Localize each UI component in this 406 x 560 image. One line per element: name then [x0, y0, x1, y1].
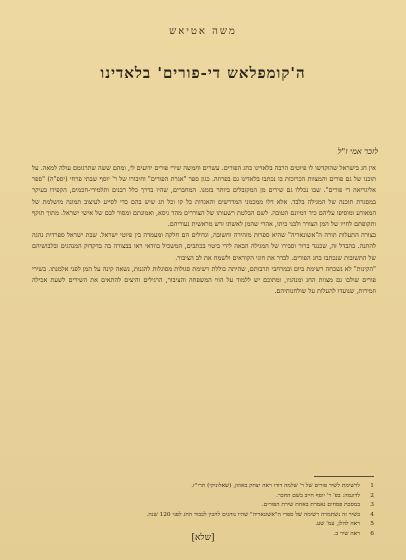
footnote-text: לדוגמה: בפ' ר' יוסף חייב בשם החבר. — [276, 492, 360, 499]
article-title: ה'קומפלאש די-פורים' בלאדינו — [100, 64, 306, 82]
author-name: משה אטיאש — [169, 26, 237, 37]
body-paragraph: "הקינות" לא נשכחה רשימת ביום ובמרחבי תרבותם, שהיתה כוללת רשימת סגולות מסוגלות להגנות, נשאה קינה על המן לפני אלמנתו. בשירי פורים שולבו גם מצוות החג ומנהגיו, ומתוכם יש ללמוד על הווי המשפחה והציבור, הרגילים והיצים להתאים את השירים לשעת אכילה וזמירות, שנועדו להעלות על שולחנותיהם. — [32, 264, 376, 296]
body-paragraph: בצורה התעלות תורה ה"אשונאריה" שהיא ספרות מזהירה וחשובה, וגדולים הם חלקה ומעמדה בין פיוטי ישראל. שבת ישראל ספרדית נהגה להתנה. בהבדל זה, שכנגד ברור וסבירו של המגילה הבאה לידי ביטוי בכתבים, המשכיל בוודאי ראו בבצורה בה בדקדוק המנהגים ובלבושיהם של התשובות שנכתבו בחג הפורים. לבדר את חוגי הקוראים ולשמח את לב הציבור. — [32, 231, 376, 262]
footnote-text: לרשימת לשיר פורים של ר' שלמה דודו ראה יצחק באוזון, (שאלוניקי) תרי"ז. — [191, 483, 360, 489]
article-body — [32, 163, 376, 297]
footnote-number: 5 — [370, 521, 374, 528]
footnotes-list — [30, 482, 374, 540]
footnote-item — [30, 511, 374, 521]
footnote-item — [30, 520, 374, 530]
footnote-text: ראה להלן, עמ' שע. — [315, 521, 360, 528]
page-number: [שלא] — [191, 533, 215, 543]
footnote-item — [30, 501, 374, 511]
footnote-text: ראה שיר ב. — [333, 530, 360, 537]
footnote-item — [30, 482, 374, 492]
footnote-item — [30, 492, 374, 502]
footnote-number: 3 — [370, 502, 374, 509]
footnote-divider — [314, 476, 374, 477]
footnote-number: 1 — [370, 483, 374, 489]
footnote-number: 2 — [370, 492, 374, 499]
body-paragraph: אין חג בישראל שהוקדשו לו פיוטים הרבה בלאדינו כחג הפורים. עשרים וחמשה שירי פורים ידועים לי, ומהם ששה שתרגומם עולה למאה. על תוכנו של גם פורים והמצוות הכרוכות בו נכתבו בלאדינו גם בפרוזה. כגון ספר "אגרת הפורים" וחיבורו של ר' יוסף שבתי פרחי (יספ"ה) "ספר אליגריאה די פורים". שבו נכללו גם שירים מן המקובלים ביותר בזמנו. המחברים, שהיו בדרך כלל רבנים ותלמידי-חכמים, הקפידו בעיקר במסגרת תוכנה של המגילה בלבד. אלא דלו ממכמני המדרשים והאגדות כל קו וכל תג שיש בהם כדי לסייע לעיצוב תמונה מושלמת של המאורע ומוסיפו עליהם כיד דמיונם הטובה. לשם הבלטת רשעותו של הצוררים מהד גיסא, ואמונתם ומסור לבם של אישי ישראל. מתוך תוקף ותקופתם לחייו של המן הצורר ולבני ביתו, אהרי שהמן לאשתו זרש מראשית נעוריהם. — [32, 164, 376, 229]
footnote-text: במסכת פסחים נאמרת באחת שירת הפורים. — [261, 502, 360, 509]
footnote-number: 4 — [370, 511, 374, 518]
footnote-number: 6 — [370, 530, 374, 537]
footnote-text: בשיר זה נשתמרה רשימה של ספרי ה"אשונאריה" שהיו נוהגים להכין לכבוד החג לפני 120 שנה. — [146, 511, 360, 518]
dedication: לזכר אמי ז"ל — [337, 147, 378, 156]
